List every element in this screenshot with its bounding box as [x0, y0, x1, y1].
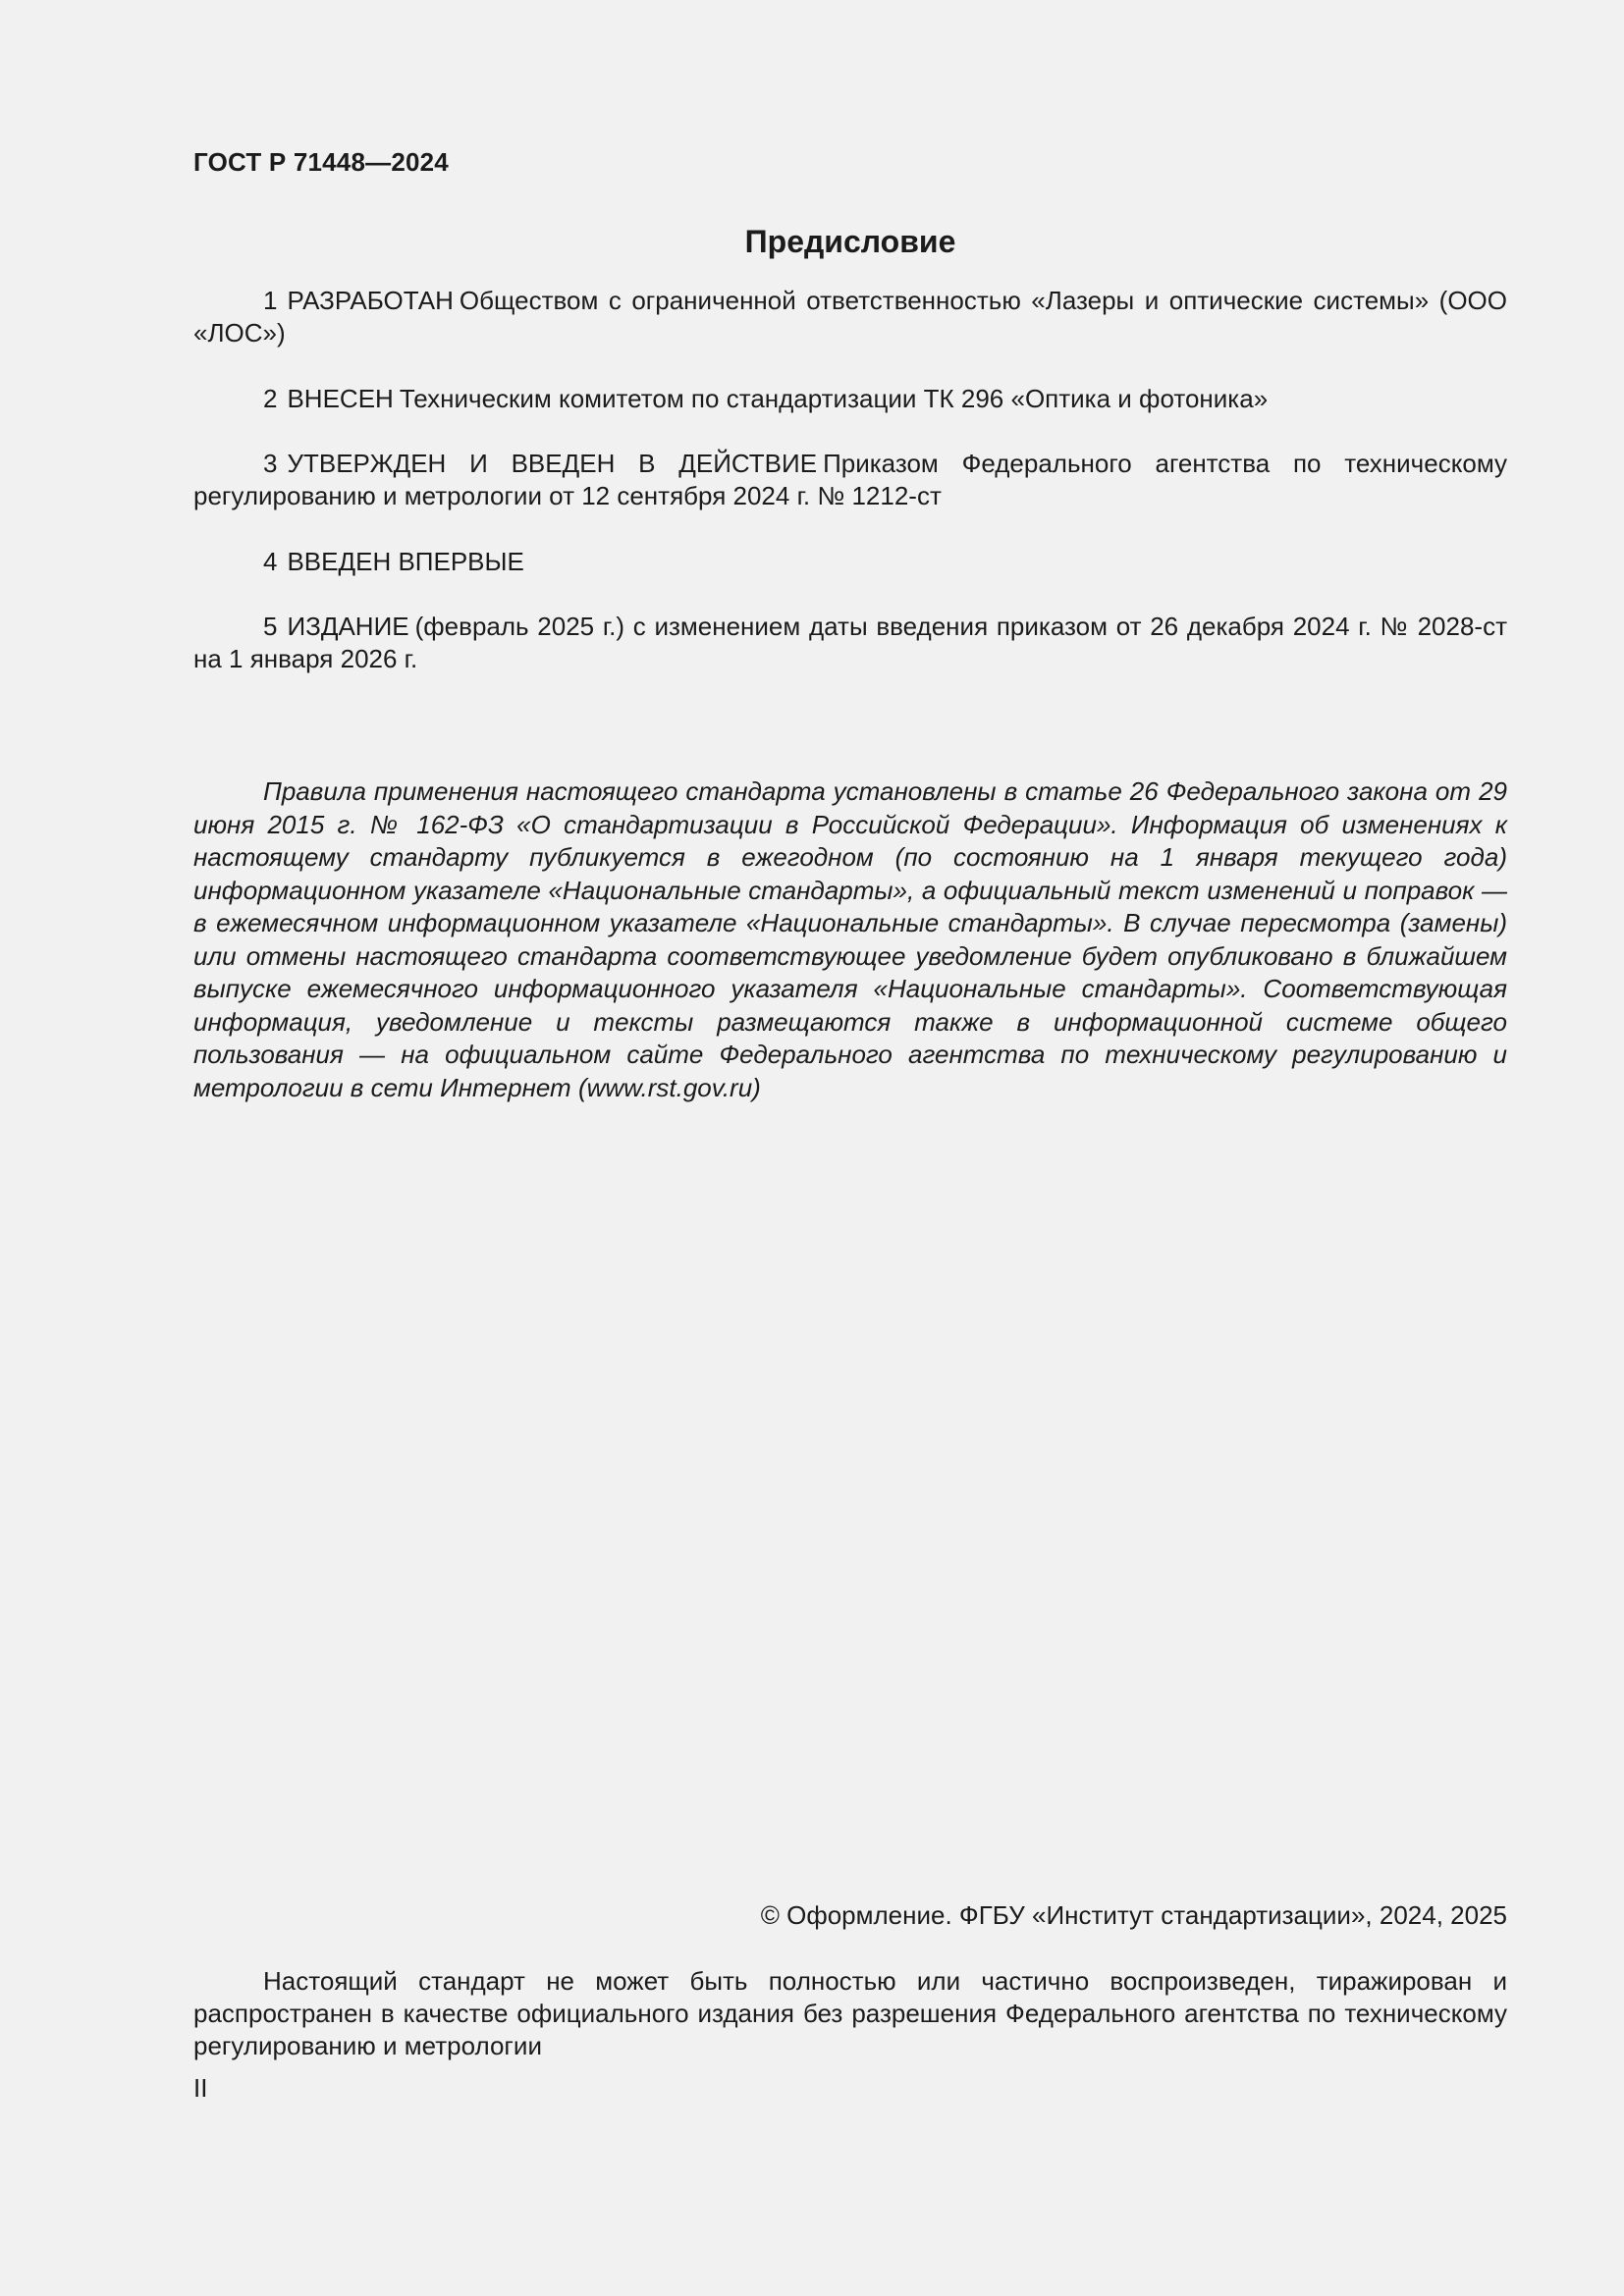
item-keyword: ВВЕДЕН ВПЕРВЫЕ [287, 547, 524, 576]
item-text: (февраль 2025 г.) с изменением даты введения приказом от 26 декабря 2024 г. № 2028-ст на 1 января 2026 г. [193, 612, 1507, 673]
foreword-item-1 [193, 285, 1507, 349]
item-text: Приказом Федерального агентства по техническому регулированию и метрологии от 12 сентября 2024 г. № 1212-ст [193, 449, 1507, 510]
foreword-item-4 [193, 546, 1507, 578]
section-title: Предисловие [744, 224, 956, 259]
item-number: 2 [263, 384, 278, 413]
copyright-line: © Оформление. ФГБУ «Институт стандартизации», 2024, 2025 [760, 1900, 1507, 1930]
item-number: 5 [263, 612, 278, 641]
document-page [193, 0, 1507, 2296]
foreword-item-5 [193, 611, 1507, 675]
document-code: ГОСТ Р 71448—2024 [193, 147, 449, 177]
item-text: Техническим комитетом по стандартизации ТК 296 «Оптика и фотоника» [399, 384, 1269, 413]
foreword-item-3 [193, 448, 1507, 512]
rules-note: Правила применения настоящего стандарта установлены в статье 26 Федерального закона от 29 июня 2015 г. № 162-ФЗ «О стандартизации в Российской Федерации». Информация об изменениях к настоящему стандарту публикуется в ежегодном (по состоянию на 1 января текущего года) информационном указателе «Национальные стандарты», а официальный текст изменений и поправок — в ежемесячном информационном указателе «Национальные стандарты». В случае пересмотра (замены) или отмены настоящего стандарта соответствующее уведомление будет опубликовано в ближайшем выпуске ежемесячного информационного указателя «Национальные стандарты». Соответствующая информация, уведомление и тексты размещаются также в информационной системе общего пользования — на официальном сайте Федерального агентства по техническому регулированию и метрологии в сети Интернет (www.rst.gov.ru) [193, 776, 1507, 1102]
item-keyword: ИЗДАНИЕ [287, 612, 409, 641]
item-number: 3 [263, 449, 278, 478]
page-number: II [193, 2073, 208, 2103]
reproduction-notice: Настоящий стандарт не может быть полностью или частично воспроизведен, тиражирован и распространен в качестве официального издания без разрешения Федерального агентства по техническому регулированию и метрологии [193, 1966, 1507, 2060]
item-number: 4 [263, 547, 278, 576]
item-number: 1 [263, 286, 278, 315]
foreword-item-2 [193, 383, 1507, 415]
item-keyword: ВНЕСЕН [287, 384, 394, 413]
item-keyword: РАЗРАБОТАН [287, 286, 454, 315]
item-keyword: УТВЕРЖДЕН И ВВЕДЕН В ДЕЙСТВИЕ [287, 449, 818, 478]
item-text: Обществом с ограниченной ответственностью «Лазеры и оптические системы» (ООО «ЛОС») [193, 286, 1507, 347]
